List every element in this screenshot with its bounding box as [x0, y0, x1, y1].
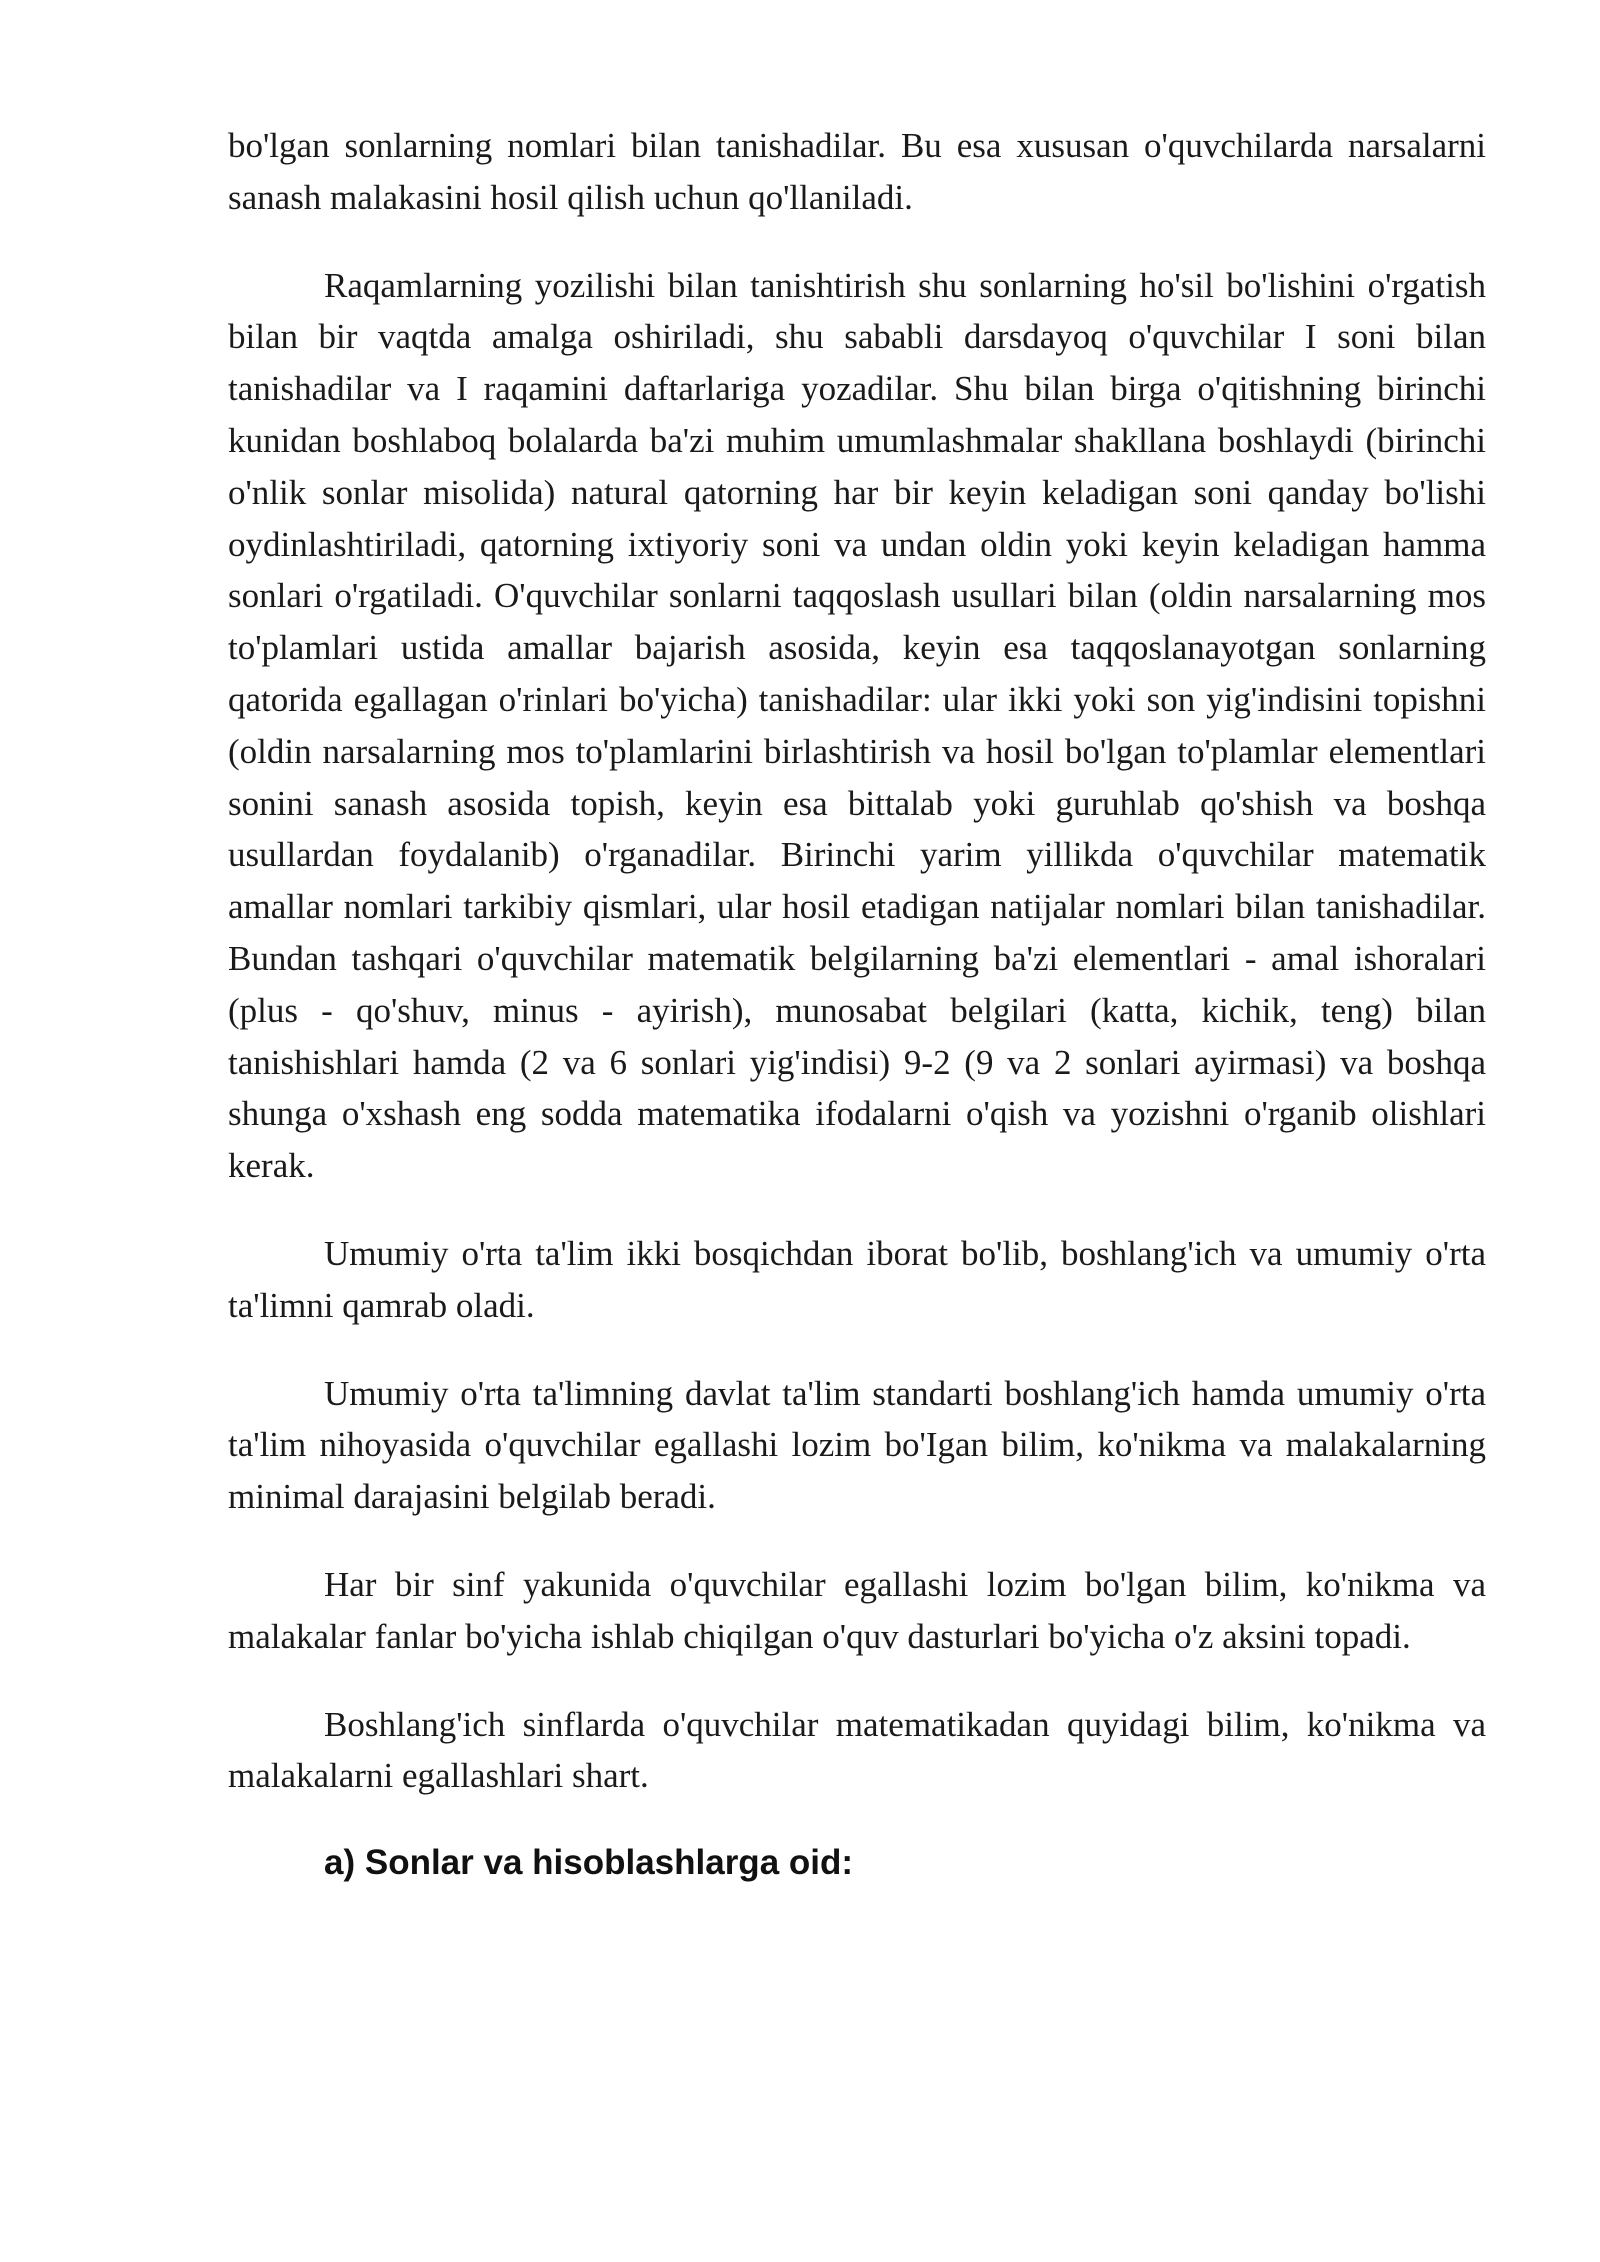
section-heading: a) Sonlar va hisoblashlarga oid: [324, 1843, 854, 1883]
document-page [228, 120, 1486, 1888]
paragraph-digits-writing: Raqamlarning yozilishi bilan tanishtirish shu sonlarning ho'sil bo'lishini o'rgatish bilan bir vaqtda amalga oshiriladi, shu sababli darsdayoq o'quvchilar I soni bilan tanishadilar va I raqamini daftarlariga yozadilar. Shu bilan birga o'qitishning birinchi kunidan boshlaboq bolalarda ba'zi muhim umumlashmalar shakllana boshlaydi (birinchi o'nlik sonlar misolida) natural qatorning har bir keyin keladigan soni qanday bo'lishi oydinlashtiriladi, qatorning ixtiyoriy soni va undan oldin yoki keyin keladigan hamma sonlari o'rgatiladi. O'quvchilar sonlarni taqqoslash usullari bilan (oldin narsalarning mos to'plamlari ustida amallar bajarish asosida, keyin esa taqqoslanayotgan sonlarning qatorida egallagan o'rinlari bo'yicha) tanishadilar: ular ikki yoki son yig'indisini topishni (oldin narsalarning mos to'plamlarini birlashtirish va hosil bo'lgan to'plamlar elementlari sonini sanash asosida topish, keyin esa bittalab yoki guruhlab qo'shish va boshqa usullardan foydalanib) o'rganadilar. Birinchi yarim yillikda o'quvchilar matematik amallar nomlari tarkibiy qismlari, ular hosil etadigan natijalar nomlari bilan tanishadilar. Bundan tashqari o'quvchilar matematik belgilarning ba'zi elementlari - amal ishoralari (plus - qo'shuv, minus - ayirish), munosabat belgilari (katta, kichik, teng) bilan tanishishlari hamda (2 va 6 sonlari yig'indisi) 9-2 (9 va 2 sonlari ayirmasi) va boshqa shunga o'xshash eng sodda matematika ifodalarni o'qish va yozishni o'rganib olishlari kerak. [228, 265, 1486, 1186]
paragraph-state-standard: Umumiy o'rta ta'limning davlat ta'lim standarti boshlang'ich hamda umumiy o'rta ta'lim nihoyasida o'quvchilar egallashi lozim bo'Igan bilim, ko'nikma va malakalarning minimal darajasini belgilab beradi. [228, 1373, 1486, 1517]
paragraph-continuation: bo'lgan sonlarning nomlari bilan tanishadilar. Bu esa xususan o'quvchilarda narsalarni sanash malakasini hosil qilish uchun qo'llaniladi. [228, 126, 1486, 217]
paragraph-primary-requirements: Boshlang'ich sinflarda o'quvchilar matematikadan quyidagi bilim, ko'nikma va malakalarni egallashlari shart. [228, 1704, 1486, 1796]
paragraph-general-education: Umumiy o'rta ta'lim ikki bosqichdan iborat bo'lib, boshlang'ich va umumiy o'rta ta'limni qamrab oladi. [228, 1233, 1486, 1325]
paragraph-class-end: Har bir sinf yakunida o'quvchilar egallashi lozim bo'lgan bilim, ko'nikma va malakalar fanlar bo'yicha ishlab chiqilgan o'quv dasturlari bo'yicha o'z aksini topadi. [228, 1564, 1486, 1656]
